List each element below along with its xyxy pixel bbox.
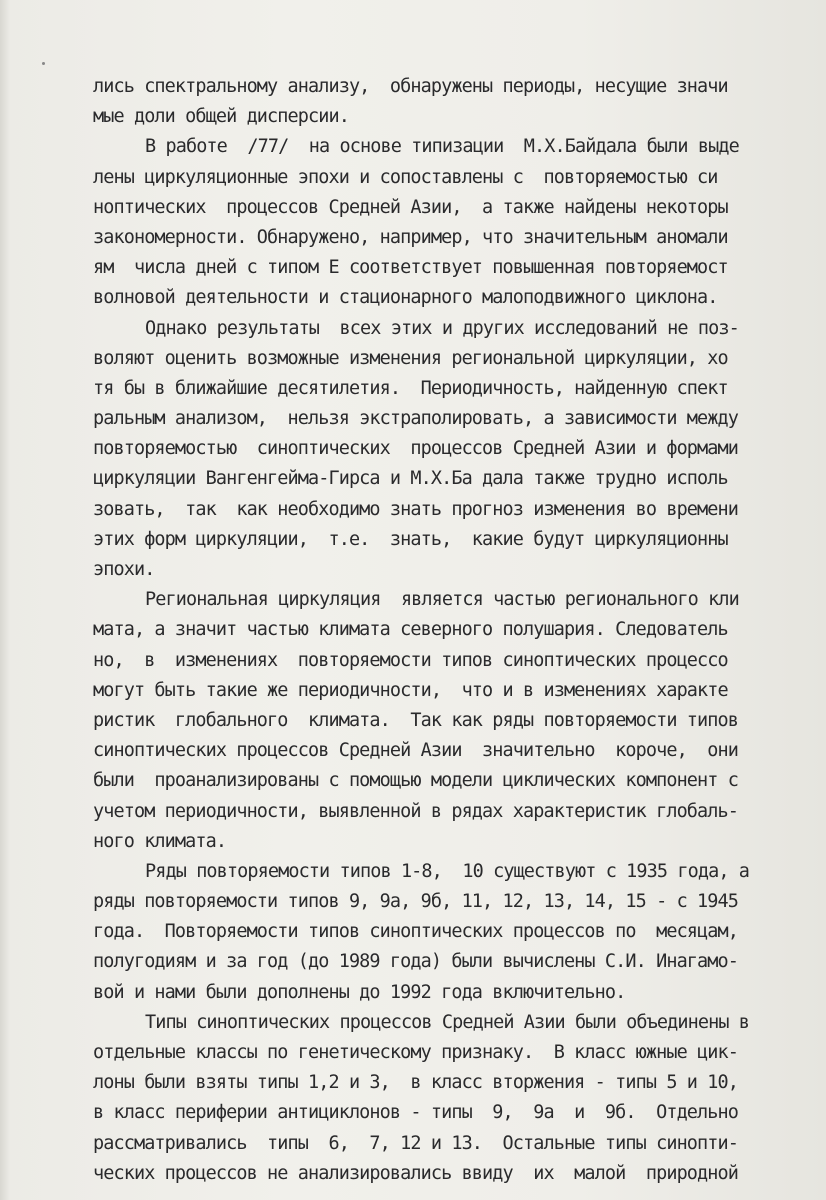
text-line: повторяемостью синоптических процессов Средней Азии и формами <box>93 438 738 460</box>
text-line: синоптических процессов Средней Азии значительно короче, они <box>93 740 738 762</box>
text-line: но, в изменениях повторяемости типов синоптических процессо <box>93 649 728 671</box>
text-line: рассматривались типы 6, 7, 12 и 13. Остальные типы синопти- <box>93 1132 738 1154</box>
text-line: ям числа дней с типом Е соответствует повышенная повторяемост <box>93 257 728 279</box>
text-line: ральным анализом, нельзя экстраполировать, а зависимости между <box>93 408 738 430</box>
text-line: полугодиям и за год (до 1989 года) были вычислены С.И. Инагамо- <box>93 951 738 973</box>
text-line: были проанализированы с помощью модели циклических компонент с <box>93 770 738 792</box>
paper-speck <box>42 62 45 65</box>
text-line: ноптических процессов Средней Азии, а также найдены некоторы <box>93 196 728 218</box>
text-line: отдельные классы по генетическому признаку. В класс южные цик- <box>93 1042 738 1063</box>
text-line: Региональная циркуляция является частью регионального кли <box>145 589 739 611</box>
text-line: ческих процессов не анализировались ввиду их малой природной <box>93 1162 738 1184</box>
text-line: зовать, так как необходимо знать прогноз изменения во времени <box>93 498 738 520</box>
text-line: мата, а значит частью климата северного полушария. Следователь <box>93 619 728 641</box>
text-line: ного климата. <box>93 830 227 852</box>
text-line: года. Повторяемости типов синоптических процессов по месяцам, <box>93 921 738 943</box>
page-edge-shadow <box>0 0 10 1200</box>
text-line: вой и нами были дополнены до 1992 года включительно. <box>93 981 626 1003</box>
text-line: лись спектральному анализу, обнаружены периоды, несущие значи <box>93 76 728 97</box>
text-line: воляют оценить возможные изменения региональной циркуляции, хо <box>93 347 728 369</box>
text-line: в класс периферии антициклонов - типы 9, 9а и 9б. Отдельно <box>93 1102 738 1124</box>
text-line: мые доли общей дисперсии. <box>93 106 349 128</box>
text-line: тя бы в ближайшие десятилетия. Периодичность, найденную спект <box>93 377 728 399</box>
text-line: эпохи. <box>93 559 155 580</box>
text-line: учетом периодичности, выявленной в рядах характеристик глобаль- <box>93 800 738 822</box>
text-line: закономерности. Обнаружено, например, что значительным аномали <box>93 226 728 248</box>
text-line: Ряды повторяемости типов 1-8, 10 существуют с 1935 года, а <box>145 860 750 882</box>
typewritten-text-body <box>93 72 826 1189</box>
text-line: В работе /77/ на основе типизации М.Х.Байдала были выде <box>145 136 739 158</box>
text-line: могут быть такие же периодичности, что и в изменениях характе <box>93 679 728 701</box>
text-line: ряды повторяемости типов 9, 9а, 9б, 11, 12, 13, 14, 15 - с 1945 <box>93 891 738 913</box>
text-line: лоны были взяты типы 1,2 и 3, в класс вторжения - типы 5 и 10, <box>93 1072 738 1094</box>
text-line: волновой деятельности и стационарного малоподвижного циклона. <box>93 287 718 309</box>
text-line: этих форм циркуляции, т.е. знать, какие будут циркуляционны <box>93 528 728 550</box>
text-line: Однако результаты всех этих и других исследований не поз- <box>145 317 739 339</box>
text-line: Типы синоптических процессов Средней Азии были объединены в <box>145 1011 750 1033</box>
text-line: лены циркуляционные эпохи и сопоставлены с повторяемостью си <box>93 166 718 188</box>
text-line: циркуляции Вангенгейма-Гирса и М.Х.Ба дала также трудно исполь <box>93 468 728 490</box>
text-line: ристик глобального климата. Так как ряды повторяемости типов <box>93 709 738 731</box>
